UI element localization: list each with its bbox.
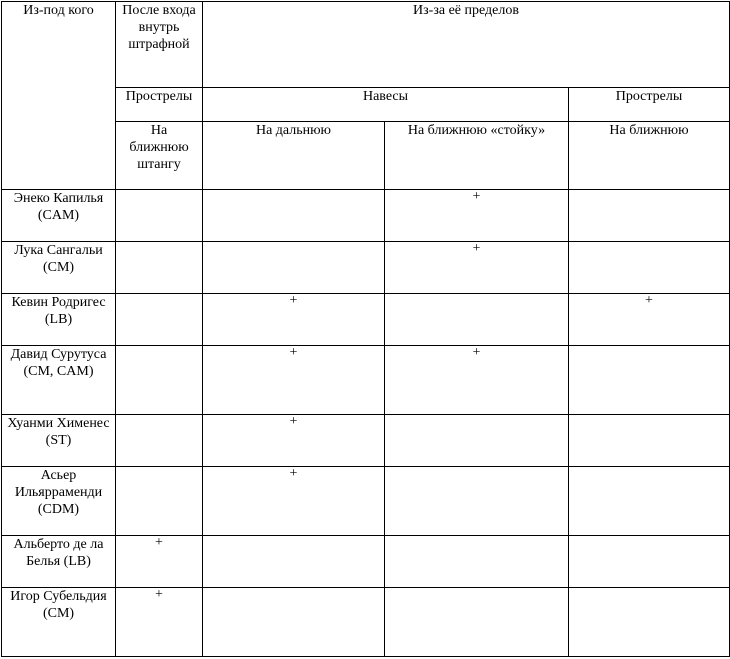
header-from-whom: Из-под кого <box>2 2 116 190</box>
cell-near <box>569 536 730 588</box>
cell-near-post <box>116 190 203 242</box>
header-after-entry: После входа внутрь штрафной <box>116 2 203 88</box>
cell-near-stand: + <box>385 242 569 294</box>
header-near: На ближнюю <box>569 122 730 190</box>
cell-near <box>569 588 730 657</box>
cell-near-stand <box>385 536 569 588</box>
cell-near-post <box>116 294 203 346</box>
player-name: Кевин Родригес (LB) <box>2 294 116 346</box>
table-row <box>2 467 730 536</box>
table-row <box>2 588 730 657</box>
player-name: Игор Субельдия (CM) <box>2 588 116 657</box>
cell-near-post <box>116 467 203 536</box>
cell-near-stand <box>385 467 569 536</box>
cell-far: + <box>203 346 385 415</box>
table-row <box>2 294 730 346</box>
cell-far <box>203 242 385 294</box>
cell-near <box>569 242 730 294</box>
cell-near-post: + <box>116 536 203 588</box>
cell-near-stand <box>385 415 569 467</box>
cell-near: + <box>569 294 730 346</box>
cell-far <box>203 588 385 657</box>
cell-near-stand: + <box>385 346 569 415</box>
cell-near <box>569 190 730 242</box>
table-row <box>2 190 730 242</box>
table-row <box>2 415 730 467</box>
cell-near-post <box>116 346 203 415</box>
header-crosses-low-2: Прострелы <box>569 88 730 122</box>
cell-near-stand <box>385 588 569 657</box>
table-row <box>2 346 730 415</box>
player-name: Альберто де ла Белья (LB) <box>2 536 116 588</box>
cell-near-post <box>116 415 203 467</box>
player-name: Асьер Ильярраменди (CDM) <box>2 467 116 536</box>
cell-near <box>569 346 730 415</box>
cell-far <box>203 190 385 242</box>
header-near-stand: На ближнюю «стойку» <box>385 122 569 190</box>
cell-far: + <box>203 415 385 467</box>
cell-far: + <box>203 294 385 346</box>
header-near-post: На ближнюю штангу <box>116 122 203 190</box>
header-crosses-low-1: Прострелы <box>116 88 203 122</box>
player-name: Лука Сангальи (CM) <box>2 242 116 294</box>
header-far: На дальнюю <box>203 122 385 190</box>
table-row <box>2 536 730 588</box>
player-name: Хуанми Хименес (ST) <box>2 415 116 467</box>
table-row <box>2 242 730 294</box>
player-name: Энеко Капилья (CAM) <box>2 190 116 242</box>
player-name: Давид Сурутуса (CM, CAM) <box>2 346 116 415</box>
cell-far: + <box>203 467 385 536</box>
header-crosses-high: Навесы <box>203 88 569 122</box>
cell-near-post: + <box>116 588 203 657</box>
cell-near-stand: + <box>385 190 569 242</box>
header-beyond: Из-за её пределов <box>203 2 730 88</box>
cell-near-stand <box>385 294 569 346</box>
cell-far <box>203 536 385 588</box>
cell-near <box>569 415 730 467</box>
cell-near <box>569 467 730 536</box>
crosses-table <box>1 1 730 657</box>
cell-near-post <box>116 242 203 294</box>
